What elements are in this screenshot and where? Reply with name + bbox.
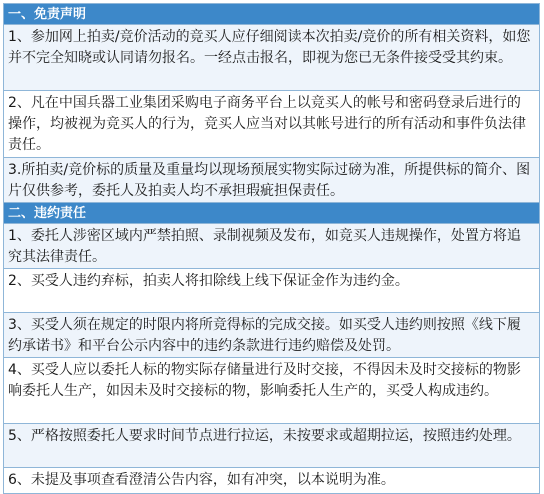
disclaimer-item-2: 2、凡在中国兵器工业集团采购电子商务平台上以竞买人的帐号和密码登录后进行的操作，均被视为竞买人的行为，竞买人应当对以其帐号进行的所有活动和事件负法律责任。 <box>4 91 539 158</box>
section-header-breach: 二、违约责任 <box>4 203 539 224</box>
breach-item-4: 4、买受人应以委托人标的物实际存储量进行及时交接，不得因未及时交接标的物影响委托人生产，如因未及时交接标的物，影响委托人生产的，买受人构成违约。 <box>4 358 539 424</box>
breach-item-6: 6、未提及事项查看澄清公告内容，如有冲突，以本说明为准。 <box>4 468 539 493</box>
breach-item-3: 3、买受人须在规定的时限内将所竞得标的完成交接。如买受人违约则按照《线下履约承诺书》和平台公示内容中的违约条款进行违约赔偿及处罚。 <box>4 313 539 358</box>
disclaimer-item-3: 3.所拍卖/竞价标的质量及重量均以现场预展实物实际过磅为准，所提供标的简介、图片仅供参考，委托人及拍卖人均不承担瑕疵担保责任。 <box>4 158 539 203</box>
breach-item-5: 5、严格按照委托人要求时间节点进行拉运，未按要求或超期拉运，按照违约处理。 <box>4 424 539 468</box>
section-header-disclaimer: 一、免责声明 <box>4 4 539 25</box>
breach-item-2: 2、买受人违约弃标，拍卖人将扣除线上线下保证金作为违约金。 <box>4 269 539 313</box>
disclaimer-item-1: 1、参加网上拍卖/竞价活动的竞买人应仔细阅读本次拍卖/竞价的所有相关资料，如您并不完全知晓或认同请勿报名。一经点击报名，即视为您已无条件接受受其约束。 <box>4 25 539 91</box>
terms-document <box>3 3 540 494</box>
breach-item-1: 1、委托人涉密区域内严禁拍照、录制视频及发布，如竞买人违规操作，处置方将追究其法律责任。 <box>4 224 539 269</box>
